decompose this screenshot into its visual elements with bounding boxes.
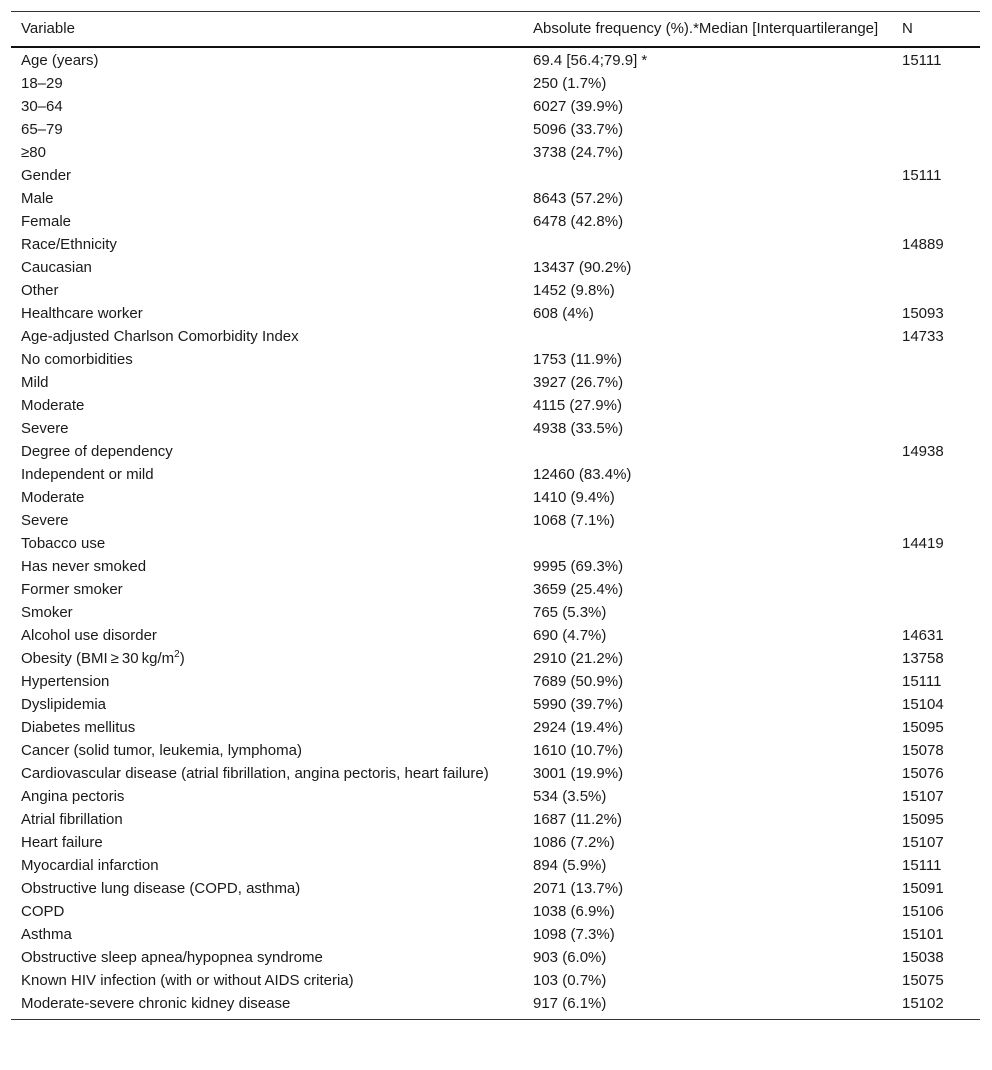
table-row [11, 395, 980, 418]
cell-n [892, 96, 980, 119]
variable-label: Diabetes mellitus [21, 719, 136, 736]
cell-n [892, 556, 980, 579]
cell-variable [11, 694, 523, 717]
cell-frequency: 6478 (42.8%) [533, 213, 624, 230]
cell-variable [11, 165, 523, 188]
table-row [11, 303, 980, 326]
cell-frequency: 1098 (7.3%) [533, 926, 615, 943]
table-row [11, 510, 980, 533]
table-row [11, 188, 980, 211]
cell-variable [11, 832, 523, 855]
variable-label: Degree of dependency [21, 443, 173, 460]
table-row [11, 280, 980, 303]
cell-variable [11, 648, 523, 671]
cell-variable [11, 510, 523, 533]
table-row [11, 602, 980, 625]
cell-n [892, 349, 980, 372]
table-row [11, 763, 980, 786]
variable-label: No comorbidities [21, 351, 133, 368]
cell-variable [11, 970, 523, 993]
variable-label: Obstructive sleep apnea/hypopnea syndrome [21, 949, 323, 966]
cell-frequency: 7689 (50.9%) [533, 673, 624, 690]
cell-frequency: 894 (5.9%) [533, 857, 607, 874]
table-row [11, 832, 980, 855]
cell-n: 15111 [902, 673, 942, 690]
cell-variable [11, 901, 523, 924]
variable-label: Moderate [21, 397, 85, 414]
cell-frequency: 3659 (25.4%) [533, 581, 624, 598]
variable-label: Obesity (BMI ≥ 30 kg/m [21, 650, 175, 667]
cell-frequency: 765 (5.3%) [533, 604, 607, 621]
cell-frequency: 5990 (39.7%) [533, 696, 624, 713]
cell-frequency [523, 326, 892, 349]
variable-label: Known HIV infection (with or without AIDS criteria) [21, 972, 354, 989]
header-absolute-frequency: Absolute frequency (%).*Median [Interquartilerange] [523, 12, 892, 48]
variable-label: Obstructive lung disease (COPD, asthma) [21, 880, 301, 897]
variable-label: Caucasian [21, 259, 92, 276]
cell-variable [11, 740, 523, 763]
cell-frequency: 4938 (33.5%) [533, 420, 624, 437]
cell-variable [11, 211, 523, 234]
table-row [11, 625, 980, 648]
cell-variable [11, 786, 523, 809]
table-row [11, 556, 980, 579]
table-row [11, 648, 980, 671]
cell-n: 15111 [902, 167, 942, 184]
cell-variable [11, 257, 523, 280]
cell-n [892, 119, 980, 142]
table-row [11, 464, 980, 487]
cell-frequency [523, 234, 892, 257]
cell-n: 15078 [902, 742, 944, 759]
variable-label: Age-adjusted Charlson Comorbidity Index [21, 328, 299, 345]
cell-n: 13758 [902, 650, 944, 667]
variable-label: Age (years) [21, 52, 99, 69]
cell-variable [11, 533, 523, 556]
table-row [11, 441, 980, 464]
cell-variable [11, 993, 523, 1020]
cell-frequency: 534 (3.5%) [533, 788, 607, 805]
table-row [11, 487, 980, 510]
variable-label: 18–29 [21, 75, 63, 92]
variable-label: 30–64 [21, 98, 63, 115]
cell-frequency: 1610 (10.7%) [533, 742, 624, 759]
cell-n: 14889 [902, 236, 944, 253]
table-row [11, 993, 980, 1020]
cell-n [892, 395, 980, 418]
cell-frequency: 1410 (9.4%) [533, 489, 615, 506]
variable-label: Smoker [21, 604, 73, 621]
table-row [11, 257, 980, 280]
cell-frequency: 2910 (21.2%) [533, 650, 624, 667]
cell-n [892, 579, 980, 602]
table-row [11, 694, 980, 717]
cell-n: 15102 [892, 993, 980, 1020]
cell-variable [11, 349, 523, 372]
cell-frequency: 5096 (33.7%) [533, 121, 624, 138]
table-row [11, 418, 980, 441]
cell-frequency: 8643 (57.2%) [533, 190, 624, 207]
variable-label: Mild [21, 374, 49, 391]
variable-label: Atrial fibrillation [21, 811, 123, 828]
table-row [11, 717, 980, 740]
variable-label: Tobacco use [21, 535, 106, 552]
cell-frequency: 13437 (90.2%) [533, 259, 632, 276]
variable-label: ≥80 [21, 144, 46, 161]
cell-n: 15095 [902, 719, 944, 736]
cell-variable [11, 947, 523, 970]
cell-variable [11, 142, 523, 165]
cell-variable [11, 280, 523, 303]
cell-variable [11, 763, 523, 786]
variable-label: Heart failure [21, 834, 103, 851]
variable-label: Cardiovascular disease (atrial fibrillation, angina pectoris, heart failure) [21, 765, 489, 782]
cell-variable [11, 855, 523, 878]
table-row [11, 73, 980, 96]
cell-frequency: 2071 (13.7%) [533, 880, 624, 897]
variable-label: Severe [21, 512, 69, 529]
cell-frequency: 1086 (7.2%) [533, 834, 615, 851]
cell-variable [11, 303, 523, 326]
table-row [11, 211, 980, 234]
table-row [11, 234, 980, 257]
cell-variable [11, 579, 523, 602]
cell-n: 15107 [902, 834, 944, 851]
cell-n: 15093 [902, 305, 944, 322]
cell-frequency: 608 (4%) [533, 305, 594, 322]
cell-frequency: 6027 (39.9%) [533, 98, 624, 115]
cell-variable [11, 188, 523, 211]
data-table-container [11, 11, 980, 1020]
cell-variable [11, 326, 523, 349]
cell-frequency: 1753 (11.9%) [533, 351, 622, 368]
table-row [11, 579, 980, 602]
cell-frequency [523, 165, 892, 188]
variable-label: Dyslipidemia [21, 696, 107, 713]
cell-frequency: 1452 (9.8%) [533, 282, 615, 299]
table-row [11, 372, 980, 395]
cell-variable [11, 119, 523, 142]
table-header [11, 12, 980, 48]
cell-variable [11, 924, 523, 947]
variable-label: 65–79 [21, 121, 63, 138]
cell-n: 14938 [902, 443, 944, 460]
table-row [11, 349, 980, 372]
cell-variable [11, 809, 523, 832]
cell-frequency [523, 441, 892, 464]
cell-n [892, 602, 980, 625]
table-row [11, 119, 980, 142]
variable-label: Has never smoked [21, 558, 147, 575]
table-row [11, 740, 980, 763]
unit-superscript: 2 [174, 649, 180, 660]
cell-variable [11, 625, 523, 648]
cell-frequency: 917 (6.1%) [523, 993, 892, 1020]
cell-frequency: 250 (1.7%) [533, 75, 607, 92]
cell-n: 15095 [902, 811, 944, 828]
cell-n: 15111 [902, 52, 942, 69]
cell-variable [11, 96, 523, 119]
cell-n [892, 372, 980, 395]
cell-frequency: 3001 (19.9%) [533, 765, 624, 782]
cell-frequency: 3738 (24.7%) [533, 144, 624, 161]
table-row [11, 970, 980, 993]
table-row [11, 878, 980, 901]
cell-n [892, 142, 980, 165]
variable-label: Race/Ethnicity [21, 236, 117, 253]
cell-n: 14631 [902, 627, 944, 644]
cell-n [892, 510, 980, 533]
cell-n [892, 211, 980, 234]
cell-n: 15075 [902, 972, 944, 989]
cell-frequency: 4115 (27.9%) [533, 397, 622, 414]
cell-n: 15091 [902, 880, 944, 897]
variable-label: Healthcare worker [21, 305, 143, 322]
cell-n: 14419 [902, 535, 944, 552]
cell-frequency: 903 (6.0%) [533, 949, 607, 966]
cell-variable [11, 464, 523, 487]
cell-n: 15107 [902, 788, 944, 805]
cell-variable [11, 234, 523, 257]
table-row [11, 786, 980, 809]
table-body [11, 47, 980, 1020]
variable-label: Male [21, 190, 54, 207]
cell-n [892, 487, 980, 510]
variable-label: Angina pectoris [21, 788, 125, 805]
cell-frequency: 690 (4.7%) [533, 627, 607, 644]
cell-n [892, 188, 980, 211]
cell-frequency: 69.4 [56.4;79.9] * [533, 52, 648, 69]
table-row [11, 809, 980, 832]
variable-label: COPD [21, 903, 65, 920]
table-row [11, 671, 980, 694]
patient-characteristics-table [11, 11, 980, 1020]
table-row [11, 96, 980, 119]
variable-label: Cancer (solid tumor, leukemia, lymphoma) [21, 742, 302, 759]
cell-frequency: 1068 (7.1%) [533, 512, 615, 529]
header-n: N [892, 12, 980, 48]
variable-label: Moderate [21, 489, 85, 506]
variable-label: Female [21, 213, 72, 230]
table-row [11, 165, 980, 188]
cell-n [892, 280, 980, 303]
cell-variable [11, 602, 523, 625]
cell-frequency: 1038 (6.9%) [533, 903, 615, 920]
header-variable: Variable [11, 12, 523, 48]
table-row [11, 855, 980, 878]
variable-label: Gender [21, 167, 72, 184]
table-row [11, 901, 980, 924]
cell-n [892, 257, 980, 280]
cell-variable [11, 487, 523, 510]
cell-n: 15076 [902, 765, 944, 782]
table-row [11, 533, 980, 556]
cell-n [892, 418, 980, 441]
cell-variable [11, 671, 523, 694]
variable-label: Other [21, 282, 59, 299]
cell-n: 15038 [902, 949, 944, 966]
cell-n [892, 464, 980, 487]
table-row [11, 326, 980, 349]
cell-frequency: 9995 (69.3%) [533, 558, 624, 575]
cell-frequency: 1687 (11.2%) [533, 811, 622, 828]
cell-n: 15106 [902, 903, 944, 920]
cell-n: 14733 [902, 328, 944, 345]
cell-variable [11, 73, 523, 96]
variable-label-suffix: ) [179, 650, 185, 667]
table-row [11, 924, 980, 947]
cell-variable [11, 441, 523, 464]
header-row [11, 12, 980, 48]
variable-label: Asthma [21, 926, 72, 943]
variable-label: Independent or mild [21, 466, 154, 483]
variable-label: Alcohol use disorder [21, 627, 157, 644]
table-row [11, 142, 980, 165]
cell-variable [11, 372, 523, 395]
cell-frequency: 12460 (83.4%) [533, 466, 632, 483]
variable-label: Hypertension [21, 673, 110, 690]
variable-label: Former smoker [21, 581, 123, 598]
cell-n [892, 73, 980, 96]
variable-label: Moderate-severe chronic kidney disease [21, 995, 291, 1012]
cell-frequency: 3927 (26.7%) [533, 374, 624, 391]
table-row [11, 947, 980, 970]
cell-variable [11, 556, 523, 579]
variable-label: Myocardial infarction [21, 857, 159, 874]
cell-n: 15104 [902, 696, 944, 713]
cell-frequency [523, 533, 892, 556]
table-row [11, 47, 980, 73]
cell-n: 15111 [902, 857, 942, 874]
variable-label: Severe [21, 420, 69, 437]
cell-variable [11, 395, 523, 418]
cell-variable [11, 717, 523, 740]
cell-n: 15101 [902, 926, 944, 943]
cell-variable [11, 47, 523, 73]
cell-frequency: 103 (0.7%) [533, 972, 607, 989]
cell-variable [11, 418, 523, 441]
cell-frequency: 2924 (19.4%) [533, 719, 624, 736]
cell-variable [11, 878, 523, 901]
